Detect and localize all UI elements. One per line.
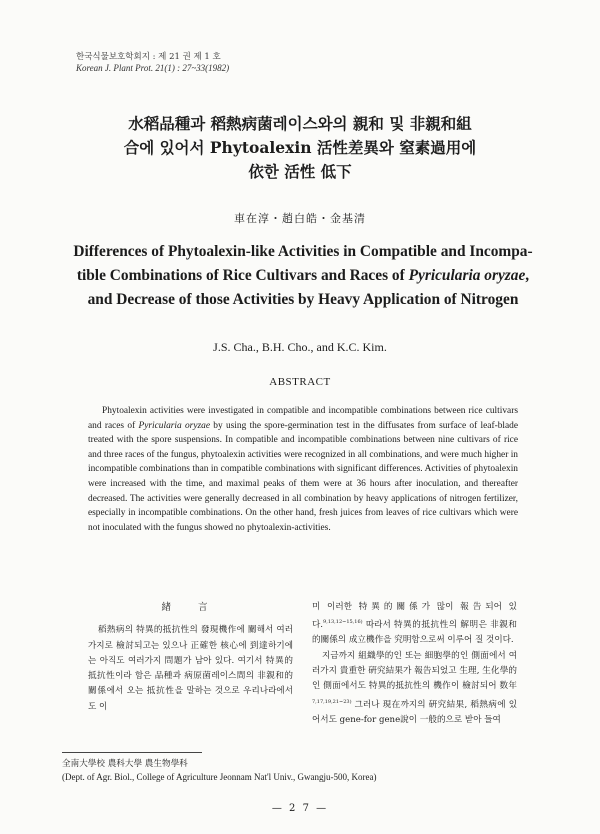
journal-citation [76,52,229,74]
english-title-text: tible Combinations of Rice Cultivars and Races of [76,267,409,284]
intro-paragraph-2 [312,600,517,649]
korean-title [80,112,520,184]
pathogen-name: Pyricularia oryzae [408,267,526,284]
abstract-heading: ABSTRACT [269,376,331,388]
english-title-line-2 [48,264,558,288]
intro-text: 지금까지 組織學的인 또는 細胞學的인 側面에서 여러가지 貴重한 硏究結果가 報告되었고 生理, 生化學的인 側面에서도 特異的抵抗性의 機作이 檢討되어 数年 [312,650,517,692]
intro-paragraph-3 [312,649,517,728]
abstract-text-part-1: Phytoalexin activities were investigated in compatible and incompatible combinations between rice cultivars and races of [88,406,518,431]
journal-line-english: Korean J. Plant Prot. 21(1) : 27~33(1982) [76,63,230,73]
reference-marker: 9,13,12~15,16) [323,619,363,626]
intro-right-column [312,600,517,728]
korean-authors: 車在淳・趙白皓・金基清 [234,212,366,225]
korean-title-line-2: 合에 있어서 Phytoalexin 活性差異와 窒素過用에 [123,138,477,157]
journal-line-korean: 한국식물보호학회지 : 제 21 권 제 1 호 [76,52,221,62]
korean-title-line-3: 依한 活性 低下 [248,162,352,181]
english-title-line-3: and Decrease of those Activities by Heavy Application of Nitrogen [87,291,519,308]
reference-marker: 7,17,19,21~23) [312,698,352,705]
intro-text: 그러나 現在까지의 硏究結果, 稻熱病에 있어서도 gene-for gene說이 一般的으로 받아 들여 [312,699,517,725]
abstract-body [88,404,518,535]
intro-left-column [88,600,293,715]
affiliation-english: (Dept. of Agr. Biol., College of Agriculture Jeonnam Nat'l Univ., Gwangju-500, Korea) [62,771,377,782]
affiliation-footnote [62,758,376,783]
english-title [48,240,558,312]
intro-text: 미 이러한 特異的關係가 많이 報告되어 있다. [312,602,517,631]
abstract-text-part-2: by using the spore-germination test in the diffusates from surface of leaf-blade treated with the spore suspensions. In compatible and incompatible combinations between nine cultivars of rice and three races of the fungus, phytoalexin activities were recognized in all combinations, and were much higher in incompatible combinations than in compatible combinations with significant differences. Activities of phytoalexin were increased with the time, and maximal peaks of them were at 36 hours after inoculation, and thereafter decreased. The activities were generally decreased in all combination by heavy applications of nitrogen fertilizer, especially in incompatible combinations. On the other hand, fresh juices from leaves of rice cultivars which were not inoculated with the fungus showed no phytoalexin-activities. [88,420,518,533]
affiliation-korean: 全南大學校 農科大學 農生物學科 [62,759,188,769]
english-authors: J.S. Cha., B.H. Cho., and K.C. Kim. [213,340,387,354]
intro-text: 따라서 特異的抵抗性의 解明은 非親和的關係의 成立機作을 究明함으로써 이루어 질 것이다. [312,620,517,646]
english-title-comma: , [525,267,530,284]
korean-title-line-1: 水稻品種과 稻熱病菌레이스와의 親和 및 非親和組 [128,114,472,133]
english-title-line-1: Differences of Phytoalexin-like Activities in Compatible and Incompa- [73,243,533,260]
page-number: — 2 7 — [271,803,329,814]
intro-paragraph-1: 稻熱病의 特異的抵抗性의 發現機作에 關해서 여러가지로 檢討되고는 있으나 正確한 核心에 到達하기에는 아직도 여러가지 問題가 남아 있다. 여기서 特異的抵抗性이라 함은 品種과 病原菌레이스間의 非親和的關係에서 오는 抵抗性을 말하는 것으로 우리나라에서도 이 [88,625,293,712]
intro-heading: 緖 言 [161,602,220,613]
footnote-rule [62,752,202,753]
abstract-pathogen-name: Pyricularia oryzae [138,420,210,431]
